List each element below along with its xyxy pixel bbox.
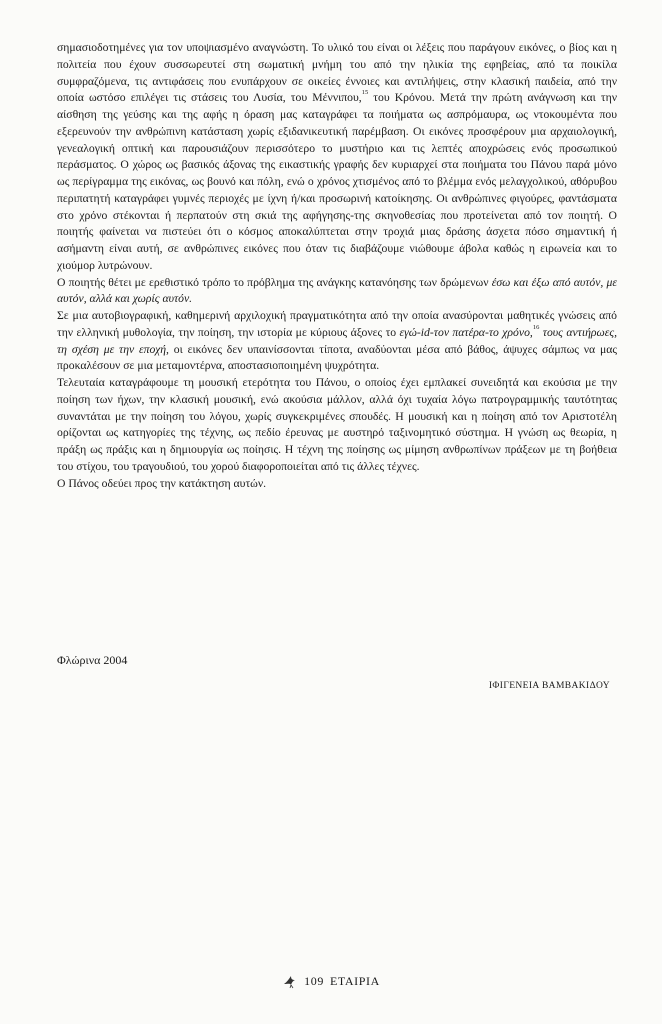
footnote-marker-15: 15 [361, 89, 369, 97]
paragraph-1 [57, 40, 617, 275]
paragraph-3 [57, 308, 617, 375]
paragraph-3-emphasis-1: εγώ-id-τον πατέρα-το χρόνο, [399, 325, 533, 339]
paragraph-1-part-a: σημασιοδοτημένες για τον υποψιασμένο αναγνώστη. Το υλικό του είναι οι λέξεις που παράγουν εικόνες, ο βίος και η πολιτεία που έχουν συσσωρευτεί στη σωματική μνήμη του από την ηλικία της εφηβείας, από τα ποικίλα συμφραζόμενα, τις αντιφάσεις που ενυπάρχουν σε οικείες έννοιες και αντιλήψεις, στην κλασική παιδεία, από την οποία ωστόσο επιλέγει τις στάσεις του Λυσία, του Μέννιπου, [57, 41, 617, 105]
paragraph-2-emphasis: έσω και έξω από αυτόν, με αυτόν, αλλά και χωρίς αυτόν. [57, 275, 617, 306]
paragraph-4: Τελευταία καταγράφουμε τη μουσική ετερότητα του Πάνου, ο οποίος έχει εμπλακεί συνειδητά και εκούσια με την ποίηση των ήχων, την κλασική μουσική, ενώ ακούσια μάλλον, αλλά όχι τυχαία λόγω πατρογραμμικής ταυτότητας συναντάται με την ποίηση του λόγου, χωρίς συγκεκριμένες σπουδές. Η μουσική και η ποίηση από τον Αριστοτέλη ορίζονται ως κατηγορίες της τέχνης, ως πεδίο έρευνας με αυστηρό ταξινομητικό σύστημα. Η γνώση ως θεωρία, η πράξη ως πράξις και η δημιουργία ως ποίησις. Η τέχνη της ποίησης ως μίμηση ανθρωπίνων πράξεων με τη βοήθεια του στίχου, του τραγουδιού, του χορού διαφοροποιείται από τις άλλες τέχνες. [57, 376, 617, 473]
bird-logo-icon [282, 973, 298, 989]
paragraph-5: Ο Πάνος οδεύει προς την κατάκτηση αυτών. [57, 476, 267, 490]
paragraph-3-part-a: Σε μια αυτοβιογραφική, καθημερινή αρχιλοχική πραγματικότητα από την οποία ανασύρονται μαθητικές γνώσεις από την ελληνική μυθολογία, την ποίηση, την ιστορία με κύριους άξονες το [57, 309, 617, 339]
paragraph-3-emphasis-2: τους αντιήρωες, τη σχέση με την εποχή, [57, 325, 617, 356]
body-text [57, 40, 617, 492]
paragraph-1-part-b: του Κρόνου. Μετά την πρώτη ανάγνωση και την αίσθηση της γεύσης και της αφής η όραση μας καταγράφει τα ποιήματα ως ασπρόμαυρα, ως ντοκουμέντα που εξερευνούν την ανθρώπινη κατάσταση χωρίς εξιδανικευτική παρέμβαση. Οι εικόνες προσφέρουν μια αρχαιολογική, γενεαλογική οπτική και παρουσιάζουν περισσότερο το μυστήριο και τις λεπτές αποχρώσεις ενός προσωπικού περάσματος. Ο χώρος ως βασικός άξονας της εικαστικής γραφής δεν κυριαρχεί στα ποιήματα του Πάνου παρά μόνο ως περίγραμμα της εικόνας, ως βουνό και πόλη, ενώ ο χρόνος χτισμένος από το βλέμμα ενός μελαγχολικού, αθόρυβου περιπατητή καταγράφει γυμνές περιοχές με ίχνη ή/και προσωρινή κατοίκησης. Οι ανθρώπινες φιγούρες, φαντάσματα στο χρόνο στέκονται ή περπατούν στη σκιά της αφήγησης-της σκηνοθεσίας που προτείνεται από τον ποιητή. Ο ποιητής φαίνεται να πιστεύει ότι ο κόσμος αποκαλύπτεται στην τροχιά μιας δράσης άσχετα πόσο σημαντική ή ασήμαντη είναι αυτή, σε ανθρώπινες εικόνες που όταν τις διαβάζουμε νιώθουμε άβολα καθώς η ειρωνεία και το χιούμορ λυτρώνουν. [57, 91, 617, 272]
author-signature: ΙΦΙΓΕΝΕΙΑ ΒΑΜΒΑΚΙΔΟΥ [488, 681, 610, 691]
paragraph-2 [57, 275, 617, 309]
page-footer [0, 973, 662, 989]
journal-name: ΕΤΑΙΡΙΑ [329, 973, 380, 988]
page-number: 109 [304, 973, 324, 988]
place-date: Φλώρινα 2004 [57, 653, 128, 667]
footnote-marker-16: 16 [532, 323, 540, 331]
paragraph-2-text: Ο ποιητής θέτει με ερεθιστικό τρόπο το πρόβλημα της ανάγκης κατανόησης των δρώμενων [57, 275, 492, 289]
paragraph-3-part-b: οι εικόνες δεν υπαινίσσονται τίποτα, αναδύονται μέσα από βάθος, άψυχες σάμπως να μας προκαλέσουν σε μια μεταμοντέρνα, αποστασιοποιημένη ψυχρότητα. [57, 342, 617, 373]
